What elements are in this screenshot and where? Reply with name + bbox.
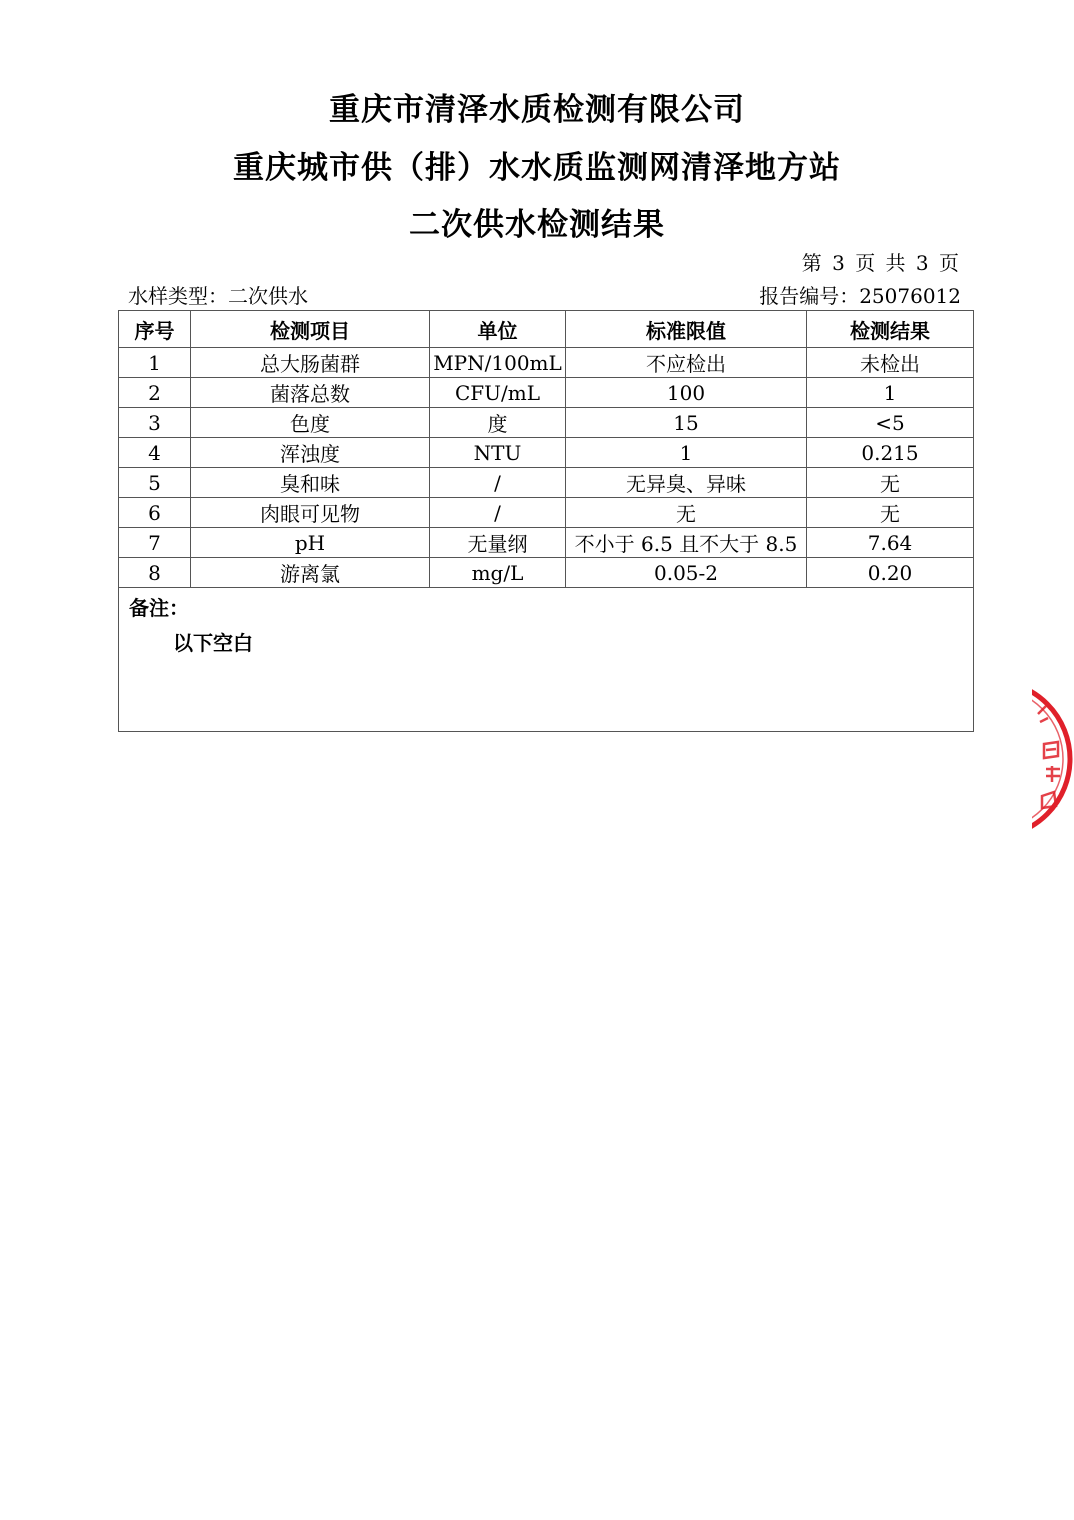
cell-unit: / bbox=[430, 468, 566, 498]
cell-unit: mg/L bbox=[430, 558, 566, 588]
remarks-cell bbox=[119, 588, 974, 732]
cell-item: 总大肠菌群 bbox=[191, 348, 430, 378]
table-row bbox=[119, 438, 974, 468]
cell-item: 浑浊度 bbox=[191, 438, 430, 468]
cell-result: 7.64 bbox=[807, 528, 974, 558]
cell-limit: 不小于 6.5 且不大于 8.5 bbox=[566, 528, 807, 558]
remarks-label: 备注： bbox=[129, 596, 189, 620]
cell-unit: / bbox=[430, 498, 566, 528]
cell-unit: MPN/100mL bbox=[430, 348, 566, 378]
cell-limit: 1 bbox=[566, 438, 807, 468]
cell-index: 7 bbox=[119, 528, 191, 558]
cell-index: 5 bbox=[119, 468, 191, 498]
table-row bbox=[119, 408, 974, 438]
cell-item: 游离氯 bbox=[191, 558, 430, 588]
cell-unit: CFU/mL bbox=[430, 378, 566, 408]
station-title: 重庆城市供（排）水水质监测网清泽地方站 bbox=[233, 150, 841, 186]
cell-result: 未检出 bbox=[807, 348, 974, 378]
header-limit: 标准限值 bbox=[566, 311, 807, 348]
cell-limit: 无 bbox=[566, 498, 807, 528]
header-index: 序号 bbox=[119, 311, 191, 348]
cell-result: 无 bbox=[807, 468, 974, 498]
cell-index: 4 bbox=[119, 438, 191, 468]
cell-index: 3 bbox=[119, 408, 191, 438]
sample-type: 水样类型：二次供水 bbox=[128, 284, 308, 308]
table-row bbox=[119, 528, 974, 558]
cell-limit: 15 bbox=[566, 408, 807, 438]
cell-item: 菌落总数 bbox=[191, 378, 430, 408]
results-table bbox=[118, 310, 974, 732]
report-title: 二次供水检测结果 bbox=[409, 207, 665, 243]
company-title: 重庆市清泽水质检测有限公司 bbox=[329, 92, 745, 128]
cell-result: 0.215 bbox=[807, 438, 974, 468]
cell-index: 1 bbox=[119, 348, 191, 378]
cell-limit: 0.05-2 bbox=[566, 558, 807, 588]
cell-item: 肉眼可见物 bbox=[191, 498, 430, 528]
table-row bbox=[119, 348, 974, 378]
cell-index: 2 bbox=[119, 378, 191, 408]
remarks-text: 以下空白 bbox=[173, 631, 253, 655]
page-number: 第 3 页 共 3 页 bbox=[801, 251, 961, 275]
cell-limit: 无异臭、异味 bbox=[566, 468, 807, 498]
cell-index: 6 bbox=[119, 498, 191, 528]
table-row bbox=[119, 558, 974, 588]
header-item: 检测项目 bbox=[191, 311, 430, 348]
header-result: 检测结果 bbox=[807, 311, 974, 348]
cell-result: 0.20 bbox=[807, 558, 974, 588]
cell-unit: 度 bbox=[430, 408, 566, 438]
header-unit: 单位 bbox=[430, 311, 566, 348]
cell-unit: 无量纲 bbox=[430, 528, 566, 558]
cell-limit: 100 bbox=[566, 378, 807, 408]
cell-index: 8 bbox=[119, 558, 191, 588]
cell-result: <5 bbox=[807, 408, 974, 438]
cell-limit: 不应检出 bbox=[566, 348, 807, 378]
table-header-row bbox=[119, 311, 974, 348]
report-number: 报告编号：25076012 bbox=[759, 284, 961, 308]
cell-unit: NTU bbox=[430, 438, 566, 468]
cell-item: 色度 bbox=[191, 408, 430, 438]
cell-item: pH bbox=[191, 528, 430, 558]
table-row bbox=[119, 378, 974, 408]
remarks-row bbox=[119, 588, 974, 732]
cell-result: 1 bbox=[807, 378, 974, 408]
table-row bbox=[119, 468, 974, 498]
company-seal bbox=[1032, 674, 1074, 844]
table-row bbox=[119, 498, 974, 528]
seal-stamp-icon bbox=[1032, 674, 1074, 844]
cell-result: 无 bbox=[807, 498, 974, 528]
cell-item: 臭和味 bbox=[191, 468, 430, 498]
